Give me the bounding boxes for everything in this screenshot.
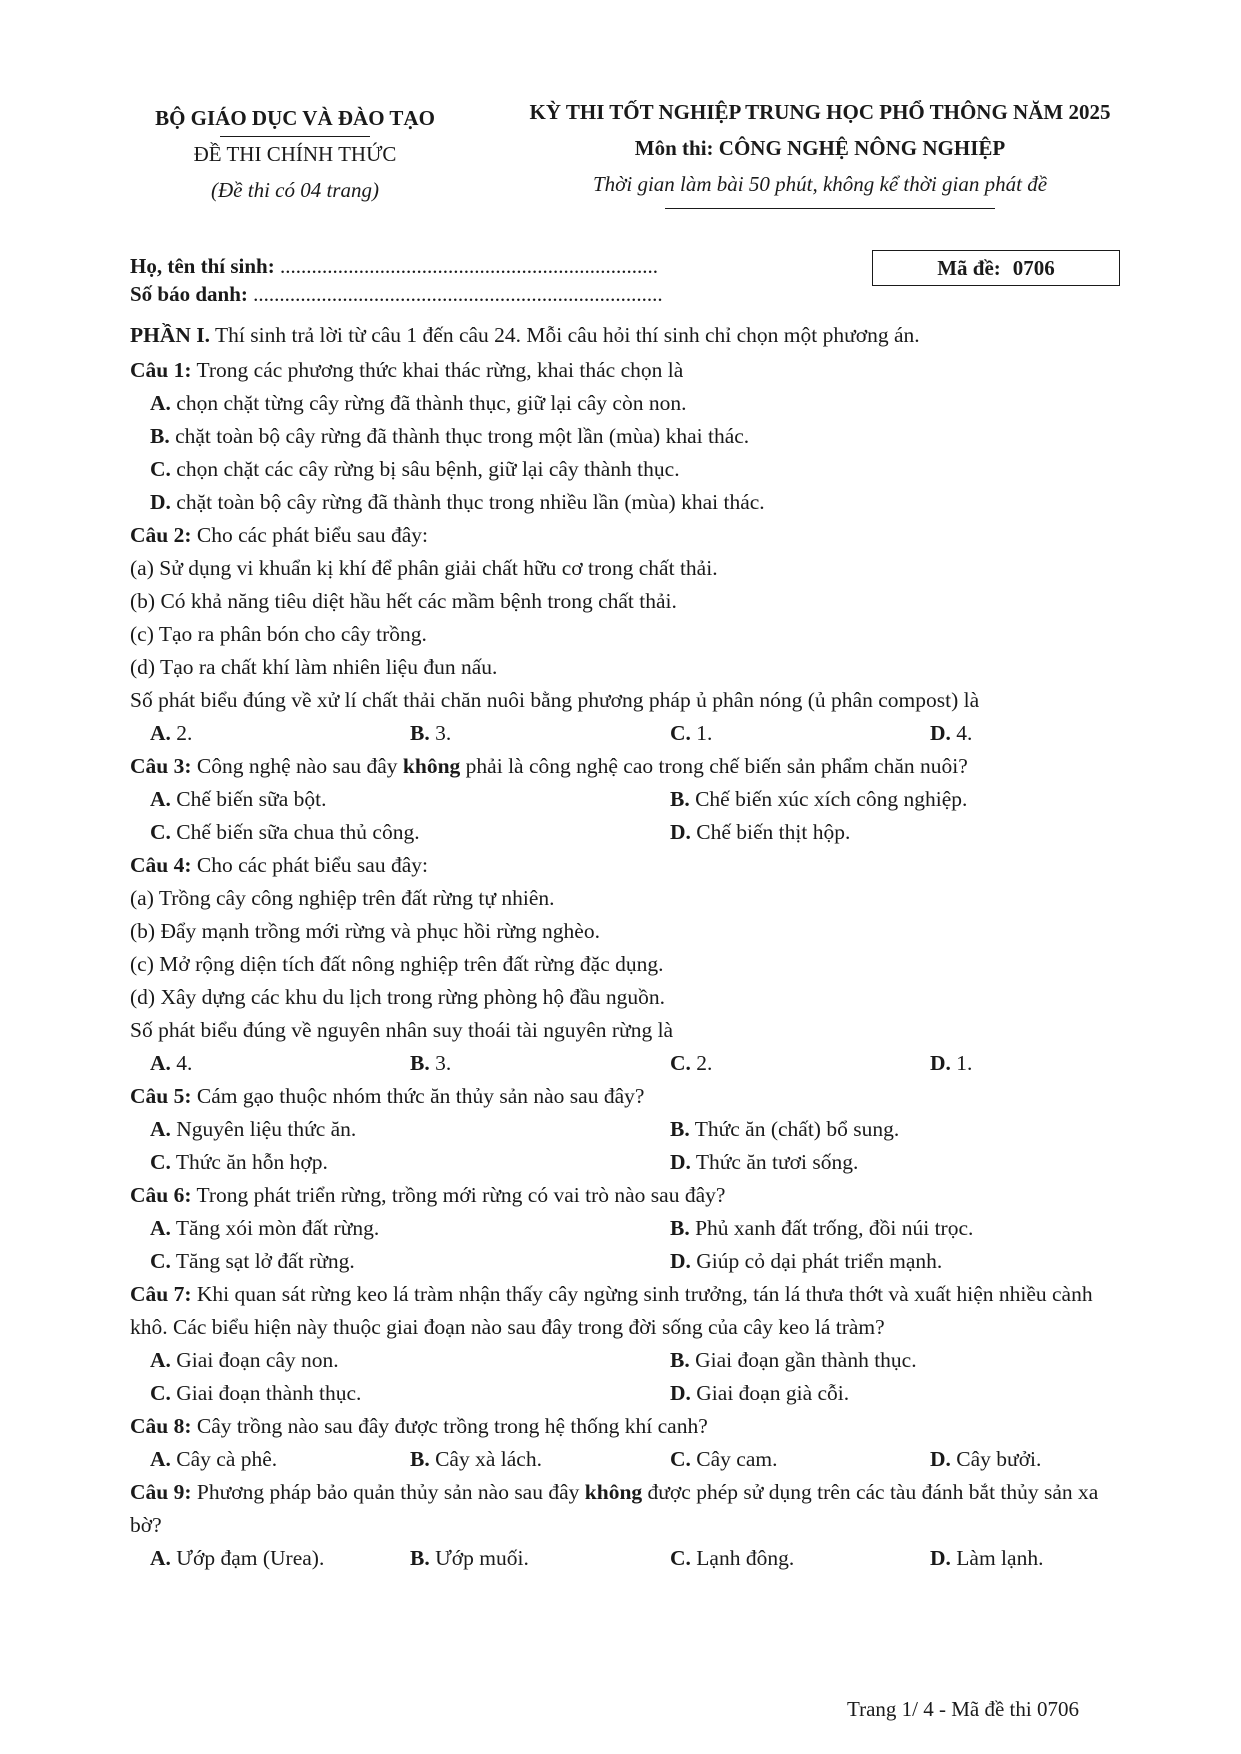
option-text: Chế biến sữa bột.: [170, 787, 327, 811]
question-label: Câu 4:: [130, 853, 192, 877]
candidate-id-label: Số báo danh:: [130, 282, 248, 306]
option-letter: B.: [410, 721, 430, 745]
option-letter: A.: [150, 391, 171, 415]
question-6: [130, 1179, 1130, 1278]
option-letter: B.: [410, 1447, 430, 1471]
option-text: 1.: [950, 1051, 973, 1075]
option-a: [150, 1047, 410, 1080]
option-text: Tăng sạt lở đất rừng.: [170, 1249, 355, 1273]
question-label: Câu 2:: [130, 523, 192, 547]
option-letter: B.: [410, 1051, 430, 1075]
option-letter: A.: [150, 1051, 171, 1075]
question-9: [130, 1476, 1130, 1575]
exam-code-box: [872, 250, 1120, 286]
question-stem: [130, 1476, 1130, 1542]
option-letter: C.: [670, 1546, 691, 1570]
option-text: Nguyên liệu thức ăn.: [170, 1117, 357, 1141]
option-letter: D.: [930, 1546, 951, 1570]
question-label: Câu 5:: [130, 1084, 192, 1108]
option-b: [670, 1344, 1150, 1377]
question-8: [130, 1410, 1130, 1476]
question-7: [130, 1278, 1130, 1410]
option-letter: B.: [150, 424, 170, 448]
option-letter: B.: [670, 787, 690, 811]
exam-code-label: Mã đề:: [937, 255, 1001, 280]
option-c: [670, 1542, 930, 1575]
option-d: [930, 1047, 1150, 1080]
question-text: Cây trồng nào sau đây được trồng trong hệ thống khí canh?: [191, 1414, 708, 1438]
option-text: Lạnh đông.: [690, 1546, 795, 1570]
question-5: [130, 1080, 1130, 1179]
option-text: Ướp muối.: [429, 1546, 529, 1570]
header-left: [135, 100, 455, 208]
option-letter: A.: [150, 1447, 171, 1471]
options: [130, 1542, 1130, 1575]
options: [130, 387, 1130, 519]
option-letter: C.: [150, 1150, 171, 1174]
option-letter: B.: [670, 1117, 690, 1141]
option-c: [130, 453, 1130, 486]
subject-label: Môn thi:: [634, 136, 714, 160]
option-b: [670, 1212, 1150, 1245]
question-stem: [130, 1278, 1130, 1344]
option-d: [930, 1443, 1150, 1476]
option-letter: C.: [150, 1249, 171, 1273]
question-text: Khi quan sát rừng keo lá tràm nhận thấy cây ngừng sinh trưởng, tán lá thưa thớt và xuất hiện nhiều cành khô. Các biểu hiện này thuộc giai đoạn nào sau đây trong đời sống của cây keo lá tràm?: [130, 1282, 1093, 1339]
candidate-id-row: [130, 280, 663, 308]
question-label: Câu 8:: [130, 1414, 192, 1438]
option-text: Cây cà phê.: [170, 1447, 278, 1471]
option-a: [150, 1212, 670, 1245]
option-letter: A.: [150, 721, 171, 745]
option-text: chặt toàn bộ cây rừng đã thành thục trong nhiều lần (mùa) khai thác.: [170, 490, 765, 514]
option-text: Giúp cỏ dại phát triển mạnh.: [690, 1249, 943, 1273]
option-letter: D.: [670, 1381, 691, 1405]
pages-note: (Đề thi có 04 trang): [211, 178, 379, 202]
option-a: [150, 1113, 670, 1146]
question-text: Cho các phát biểu sau đây:: [191, 523, 428, 547]
option-letter: B.: [670, 1216, 690, 1240]
option-letter: C.: [150, 457, 171, 481]
option-text: Cây xà lách.: [429, 1447, 542, 1471]
option-c: [670, 717, 930, 750]
option-c: [670, 1443, 930, 1476]
option-text: 3.: [429, 721, 452, 745]
question-text: được phép sử dụng trên các tàu đánh bắt thủy sản xa bờ?: [130, 1480, 1099, 1537]
option-letter: C.: [150, 820, 171, 844]
option-d: [670, 816, 1150, 849]
statement-line: (b) Đẩy mạnh trồng mới rừng và phục hồi rừng nghèo.: [130, 919, 600, 943]
option-letter: B.: [410, 1546, 430, 1570]
options: [130, 783, 1130, 849]
time-note: Thời gian làm bài 50 phút, không kể thời gian phát đề: [592, 172, 1048, 196]
question-stem: [130, 519, 1130, 552]
question-label: Câu 6:: [130, 1183, 192, 1207]
subject-line: [490, 130, 1150, 166]
option-letter: A.: [150, 1117, 171, 1141]
question-3: [130, 750, 1130, 849]
candidate-info: [130, 252, 663, 308]
option-a: [150, 1344, 670, 1377]
page-footer: Trang 1/ 4 - Mã đề thi 0706: [847, 1697, 1079, 1721]
official-label: ĐỀ THI CHÍNH THỨC: [193, 142, 397, 166]
option-d: [670, 1377, 1150, 1410]
option-letter: A.: [150, 1216, 171, 1240]
option-c: [150, 1245, 670, 1278]
option-d: [670, 1245, 1150, 1278]
question-text: Trong các phương thức khai thác rừng, khai thác chọn là: [191, 358, 684, 382]
option-letter: D.: [670, 820, 691, 844]
emphasis-word: không: [584, 1480, 643, 1504]
question-stem: [130, 750, 1130, 783]
option-letter: B.: [670, 1348, 690, 1372]
option-b: [410, 1542, 670, 1575]
exam-body: [130, 318, 1130, 1575]
candidate-name-dots: ........................................................................: [279, 254, 658, 278]
option-b: [670, 783, 1150, 816]
option-text: chọn chặt các cây rừng bị sâu bệnh, giữ lại cây thành thục.: [170, 457, 680, 481]
option-a: [150, 783, 670, 816]
option-text: Ướp đạm (Urea).: [170, 1546, 325, 1570]
option-letter: D.: [930, 1447, 951, 1471]
part-heading: [130, 318, 1130, 352]
ministry-name: BỘ GIÁO DỤC VÀ ĐÀO TẠO: [155, 106, 435, 130]
option-a: [150, 1542, 410, 1575]
candidate-name-label: Họ, tên thí sinh:: [130, 254, 275, 278]
option-b: [130, 420, 1130, 453]
option-letter: A.: [150, 1348, 171, 1372]
option-text: Thức ăn hỗn hợp.: [170, 1150, 328, 1174]
question-stem: [130, 1179, 1130, 1212]
option-d: [670, 1146, 1150, 1179]
options: [130, 1047, 1130, 1080]
statement-line: (d) Xây dựng các khu du lịch trong rừng phòng hộ đầu nguồn.: [130, 985, 666, 1009]
option-a: [150, 717, 410, 750]
option-text: Thức ăn (chất) bổ sung.: [689, 1117, 900, 1141]
emphasis-word: không: [402, 754, 461, 778]
option-b: [670, 1113, 1150, 1146]
option-letter: A.: [150, 1546, 171, 1570]
option-text: Cây cam.: [690, 1447, 778, 1471]
option-text: Làm lạnh.: [950, 1546, 1044, 1570]
option-a: [130, 387, 1130, 420]
question-text: Trong phát triển rừng, trồng mới rừng có vai trò nào sau đây?: [191, 1183, 726, 1207]
option-text: 4.: [950, 721, 973, 745]
statement-line: Số phát biểu đúng về xử lí chất thải chăn nuôi bằng phương pháp ủ phân nóng (ủ phân compost) là: [130, 688, 980, 712]
question-text: phải là công nghệ cao trong chế biến sản phẩm chăn nuôi?: [460, 754, 968, 778]
statement-line: (a) Trồng cây công nghiệp trên đất rừng tự nhiên.: [130, 886, 555, 910]
header-right: [490, 94, 1150, 202]
option-text: Giai đoạn gần thành thục.: [689, 1348, 917, 1372]
option-text: 4.: [170, 1051, 193, 1075]
question-label: Câu 3:: [130, 754, 192, 778]
option-d: [930, 717, 1150, 750]
option-text: Giai đoạn già cỗi.: [690, 1381, 850, 1405]
exam-title: KỲ THI TỐT NGHIỆP TRUNG HỌC PHỔ THÔNG NĂM 2025: [529, 100, 1111, 124]
options: [130, 1212, 1130, 1278]
option-text: 2.: [170, 721, 193, 745]
statement-line: Số phát biểu đúng về nguyên nhân suy thoái tài nguyên rừng là: [130, 1018, 674, 1042]
option-c: [150, 1377, 670, 1410]
option-letter: C.: [670, 721, 691, 745]
option-text: Phủ xanh đất trống, đồi núi trọc.: [689, 1216, 974, 1240]
option-letter: C.: [670, 1051, 691, 1075]
statement-line: (a) Sử dụng vi khuẩn kị khí để phân giải chất hữu cơ trong chất thải.: [130, 556, 718, 580]
question-text: Cám gạo thuộc nhóm thức ăn thủy sản nào sau đây?: [191, 1084, 645, 1108]
option-text: 3.: [429, 1051, 452, 1075]
subject-name: CÔNG NGHỆ NÔNG NGHIỆP: [718, 136, 1006, 160]
question-4: [130, 849, 1130, 1080]
option-letter: C.: [670, 1447, 691, 1471]
part-instruction: Thí sinh trả lời từ câu 1 đến câu 24. Mỗi câu hỏi thí sinh chỉ chọn một phương án.: [210, 323, 920, 347]
option-letter: D.: [930, 721, 951, 745]
question-2: [130, 519, 1130, 750]
option-letter: A.: [150, 787, 171, 811]
header-right-rule: [665, 208, 995, 209]
option-text: 2.: [690, 1051, 713, 1075]
question-text: Công nghệ nào sau đây: [191, 754, 403, 778]
option-c: [670, 1047, 930, 1080]
candidate-name-row: [130, 252, 663, 280]
option-a: [150, 1443, 410, 1476]
option-text: Tăng xói mòn đất rừng.: [170, 1216, 380, 1240]
question-label: Câu 9:: [130, 1480, 192, 1504]
question-stem: [130, 1080, 1130, 1113]
option-letter: D.: [670, 1150, 691, 1174]
part-title: PHẦN I.: [130, 323, 211, 347]
question-text: Cho các phát biểu sau đây:: [191, 853, 428, 877]
question-text: Phương pháp bảo quản thủy sản nào sau đây: [191, 1480, 585, 1504]
question-stem: [130, 354, 1130, 387]
question-stem: [130, 849, 1130, 882]
question-label: Câu 7:: [130, 1282, 192, 1306]
option-text: Giai đoạn thành thục.: [170, 1381, 362, 1405]
question-list: [130, 354, 1130, 1575]
option-text: Cây bưởi.: [950, 1447, 1042, 1471]
question-stem: [130, 1410, 1130, 1443]
option-b: [410, 717, 670, 750]
option-text: Chế biến thịt hộp.: [690, 820, 851, 844]
question-1: [130, 354, 1130, 519]
options: [130, 1443, 1130, 1476]
statement-line: (b) Có khả năng tiêu diệt hầu hết các mầm bệnh trong chất thải.: [130, 589, 677, 613]
candidate-id-dots: ..............................................................................: [253, 282, 663, 306]
option-letter: D.: [670, 1249, 691, 1273]
option-text: Chế biến xúc xích công nghiệp.: [689, 787, 968, 811]
option-letter: D.: [930, 1051, 951, 1075]
option-letter: C.: [150, 1381, 171, 1405]
option-text: Giai đoạn cây non.: [170, 1348, 339, 1372]
statement-line: (c) Mở rộng diện tích đất nông nghiệp trên đất rừng đặc dụng.: [130, 952, 664, 976]
option-c: [150, 1146, 670, 1179]
question-label: Câu 1:: [130, 358, 192, 382]
option-text: chọn chặt từng cây rừng đã thành thục, giữ lại cây còn non.: [170, 391, 687, 415]
option-text: Chế biến sữa chua thủ công.: [170, 820, 420, 844]
option-d: [930, 1542, 1150, 1575]
header-left-rule: [220, 136, 370, 137]
option-c: [150, 816, 670, 849]
statement-line: (c) Tạo ra phân bón cho cây trồng.: [130, 622, 427, 646]
option-text: 1.: [690, 721, 713, 745]
exam-code-value: 0706: [1012, 255, 1055, 280]
option-b: [410, 1443, 670, 1476]
options: [130, 1113, 1130, 1179]
statement-line: (d) Tạo ra chất khí làm nhiên liệu đun nấu.: [130, 655, 498, 679]
option-b: [410, 1047, 670, 1080]
option-letter: D.: [150, 490, 171, 514]
option-d: [130, 486, 1130, 519]
option-text: Thức ăn tươi sống.: [690, 1150, 859, 1174]
option-text: chặt toàn bộ cây rừng đã thành thục trong một lần (mùa) khai thác.: [169, 424, 750, 448]
options: [130, 1344, 1130, 1410]
options: [130, 717, 1130, 750]
